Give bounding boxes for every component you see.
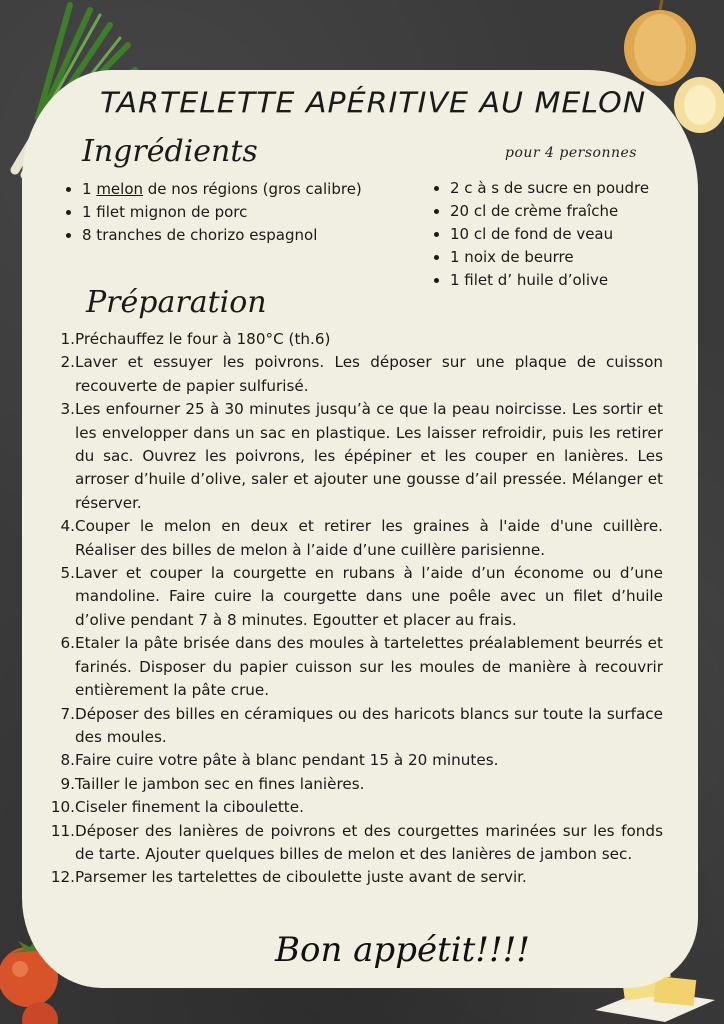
ingredient-item: 1 filet mignon de porc [62, 201, 362, 224]
step-item: 9. Tailler le jambon sec en fines lanières. [60, 774, 365, 793]
ingredient-item: 8 tranches de chorizo espagnol [62, 224, 362, 247]
ingredient-item: 1 filet d’ huile d’olive [430, 269, 690, 292]
step-item: 10. Ciseler finement la ciboulette. [50, 798, 304, 817]
ingredient-item: 20 cl de crème fraîche [430, 200, 690, 223]
step-item: 8. Faire cuire votre pâte à blanc pendant 15 à 20 minutes. [60, 751, 499, 770]
recipe-title: TARTELETTE APÉRITIVE AU MELON [100, 86, 647, 121]
preparation-steps [50, 328, 663, 890]
step-item: 3. Les enfourner 25 à 30 minutes jusqu’à ce que la peau noircisse. Les sortir et les envelopper dans un sac en plastique. Les laisser refroidir, puis les retirer du sac. Ouvrez les poivrons, les épépiner et les couper en lanières. Les arroser d’huile d’olive, saler et ajouter une gousse d’ail pressée. Mélanger et réserver. [60, 400, 663, 512]
step-item: 5. Laver et couper la courgette en rubans à l’aide d’un économe ou d’une mandoline. Faire cuire la courgette dans une poêle avec un filet d’huile d’olive pendant 7 à 8 minutes. Egoutter et placer au frais. [60, 564, 663, 629]
closing-text: Bon appétit!!!! [275, 930, 530, 970]
ingredient-item: 10 cl de fond de veau [430, 223, 690, 246]
ingredient-item: 2 c à s de sucre en poudre [430, 177, 690, 200]
preparation-heading: Préparation [86, 285, 267, 320]
ingredients-heading: Ingrédients [82, 134, 258, 169]
step-item: 1. Préchauffez le four à 180°C (th.6) [60, 330, 331, 348]
step-item: 11. Déposer des lanières de poivrons et des courgettes marinées sur les fonds de tarte. Ajouter quelques billes de melon et des lanières de jambon sec. [50, 821, 663, 863]
ingredients-list-right [430, 177, 690, 292]
step-item: 6. Etaler la pâte brisée dans des moules à tartelettes préalablement beurrés et farinés. Disposer du papier cuisson sur les moules de manière à recouvrir entièrement la pâte crue. [60, 634, 663, 700]
step-item: 4. Couper le melon en deux et retirer les graines à l'aide d'une cuillère. Réaliser des billes de melon à l’aide d’une cuillère parisienne. [60, 517, 663, 559]
step-item: 12. Parsemer les tartelettes de ciboulette juste avant de servir. [50, 868, 527, 887]
ingredients-list-left [62, 178, 362, 247]
melon-link: melon [96, 180, 144, 198]
step-item: 2. Laver et essuyer les poivrons. Les déposer sur une plaque de cuisson recouverte de papier sulfurisé. [60, 353, 663, 395]
servings-label: pour 4 personnes [505, 145, 637, 161]
step-item: 7. Déposer des billes en céramiques ou des haricots blancs sur toute la surface des moules. [60, 704, 663, 746]
ingredient-item: 1 melon de nos régions (gros calibre) [62, 178, 362, 201]
ingredient-item: 1 noix de beurre [430, 246, 690, 269]
